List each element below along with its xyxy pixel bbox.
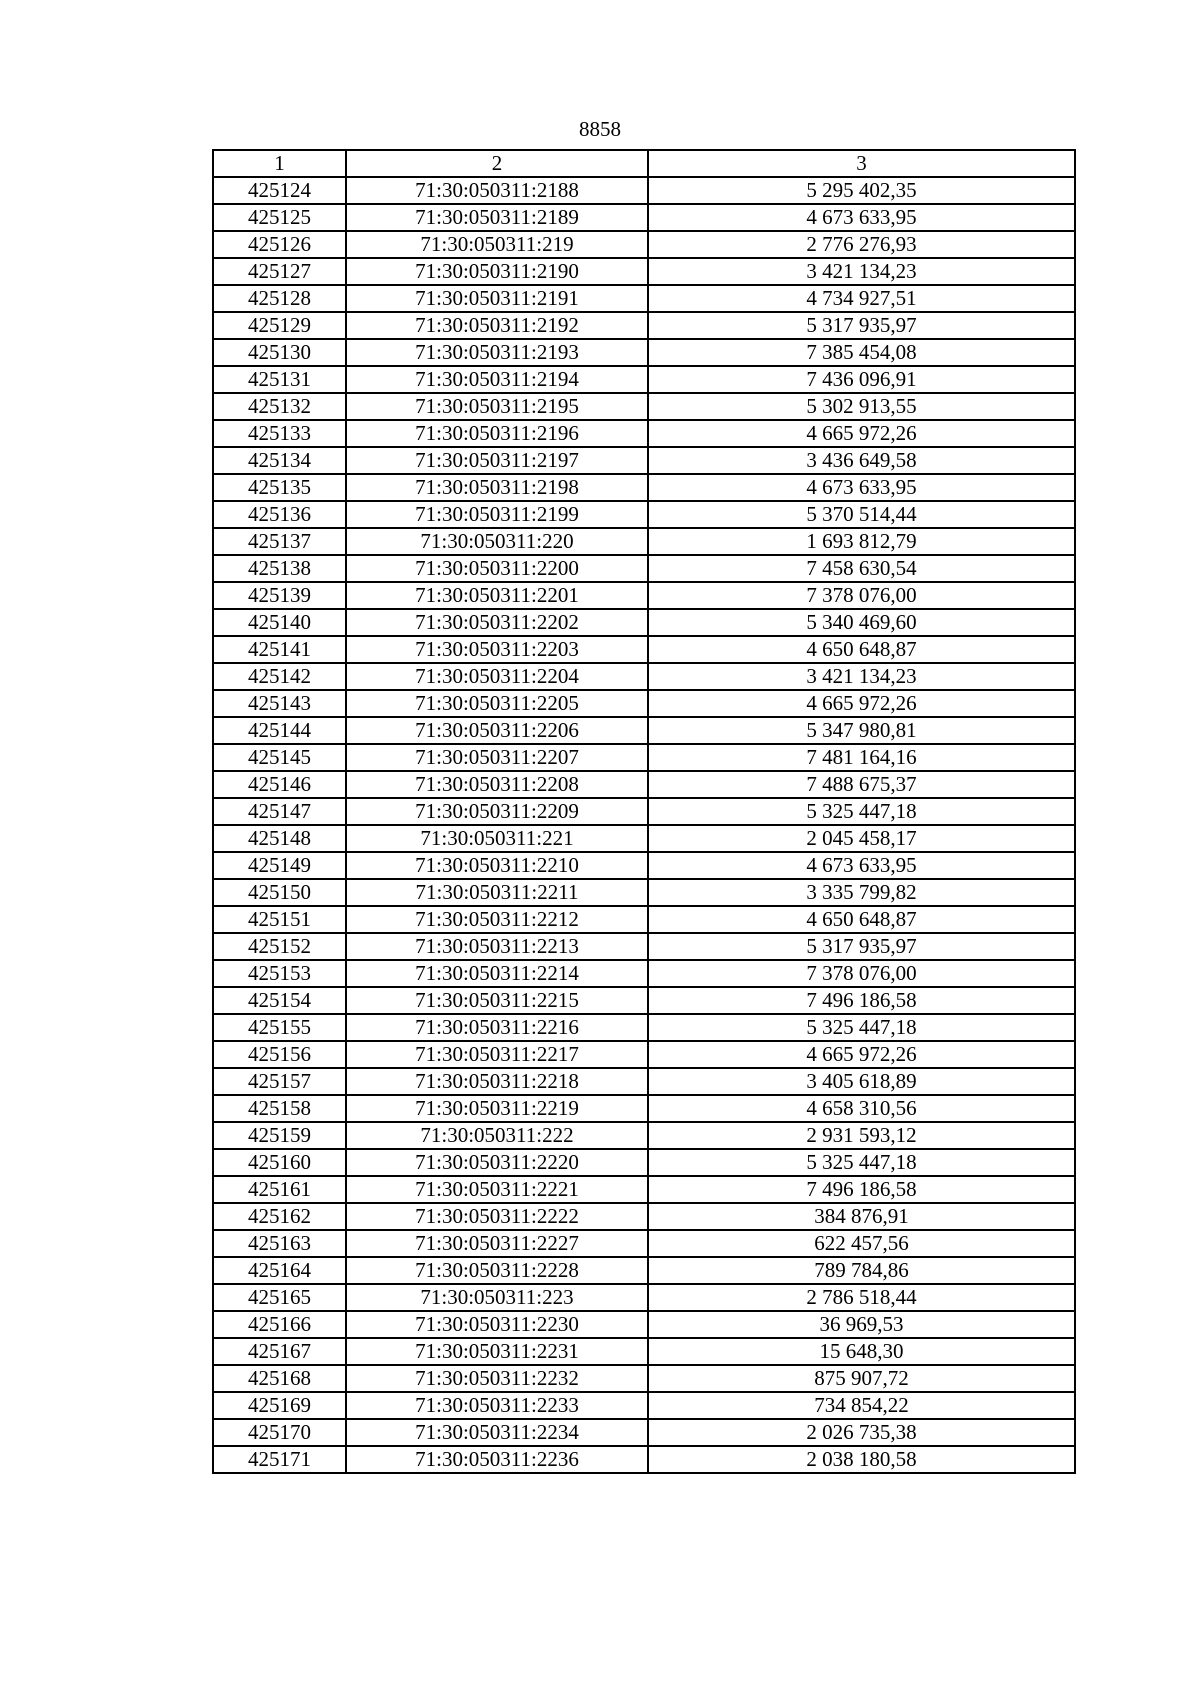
- cadastral-number-cell: 71:30:050311:2201: [346, 582, 648, 609]
- row-number-cell: 425157: [213, 1068, 346, 1095]
- value-cell: 4 650 648,87: [648, 906, 1075, 933]
- table-row: [213, 717, 1075, 744]
- table-row: [213, 960, 1075, 987]
- value-cell: 15 648,30: [648, 1338, 1075, 1365]
- table-row: [213, 609, 1075, 636]
- cadastral-number-cell: 71:30:050311:2217: [346, 1041, 648, 1068]
- cadastral-number-cell: 71:30:050311:2230: [346, 1311, 648, 1338]
- column-header-1: 1: [213, 150, 346, 177]
- value-cell: 7 496 186,58: [648, 1176, 1075, 1203]
- row-number-cell: 425156: [213, 1041, 346, 1068]
- value-cell: 5 317 935,97: [648, 933, 1075, 960]
- value-cell: 4 658 310,56: [648, 1095, 1075, 1122]
- table-row: [213, 339, 1075, 366]
- row-number-cell: 425134: [213, 447, 346, 474]
- value-cell: 3 421 134,23: [648, 258, 1075, 285]
- value-cell: 5 340 469,60: [648, 609, 1075, 636]
- value-cell: 875 907,72: [648, 1365, 1075, 1392]
- cadastral-number-cell: 71:30:050311:2215: [346, 987, 648, 1014]
- table-row: [213, 312, 1075, 339]
- row-number-cell: 425162: [213, 1203, 346, 1230]
- value-cell: 4 673 633,95: [648, 852, 1075, 879]
- value-cell: 2 045 458,17: [648, 825, 1075, 852]
- cadastral-number-cell: 71:30:050311:2212: [346, 906, 648, 933]
- row-number-cell: 425148: [213, 825, 346, 852]
- table-row: [213, 987, 1075, 1014]
- cadastral-number-cell: 71:30:050311:2228: [346, 1257, 648, 1284]
- row-number-cell: 425160: [213, 1149, 346, 1176]
- row-number-cell: 425143: [213, 690, 346, 717]
- table-row: [213, 1230, 1075, 1257]
- value-cell: 384 876,91: [648, 1203, 1075, 1230]
- cadastral-number-cell: 71:30:050311:221: [346, 825, 648, 852]
- row-number-cell: 425167: [213, 1338, 346, 1365]
- value-cell: 789 784,86: [648, 1257, 1075, 1284]
- cadastral-number-cell: 71:30:050311:2195: [346, 393, 648, 420]
- row-number-cell: 425152: [213, 933, 346, 960]
- value-cell: 3 335 799,82: [648, 879, 1075, 906]
- table-row: [213, 852, 1075, 879]
- row-number-cell: 425168: [213, 1365, 346, 1392]
- row-number-cell: 425126: [213, 231, 346, 258]
- cadastral-number-cell: 71:30:050311:223: [346, 1284, 648, 1311]
- value-cell: 622 457,56: [648, 1230, 1075, 1257]
- value-cell: 5 317 935,97: [648, 312, 1075, 339]
- cadastral-number-cell: 71:30:050311:2211: [346, 879, 648, 906]
- table-row: [213, 1095, 1075, 1122]
- cadastral-number-cell: 71:30:050311:2204: [346, 663, 648, 690]
- row-number-cell: 425164: [213, 1257, 346, 1284]
- cadastral-number-cell: 71:30:050311:2191: [346, 285, 648, 312]
- row-number-cell: 425133: [213, 420, 346, 447]
- row-number-cell: 425142: [213, 663, 346, 690]
- table-row: [213, 1149, 1075, 1176]
- value-cell: 734 854,22: [648, 1392, 1075, 1419]
- value-cell: 5 302 913,55: [648, 393, 1075, 420]
- cadastral-number-cell: 71:30:050311:2188: [346, 177, 648, 204]
- cadastral-number-cell: 71:30:050311:2210: [346, 852, 648, 879]
- row-number-cell: 425144: [213, 717, 346, 744]
- table-body: [213, 177, 1075, 1473]
- row-number-cell: 425128: [213, 285, 346, 312]
- value-cell: 36 969,53: [648, 1311, 1075, 1338]
- cadastral-number-cell: 71:30:050311:2194: [346, 366, 648, 393]
- row-number-cell: 425158: [213, 1095, 346, 1122]
- value-cell: 7 458 630,54: [648, 555, 1075, 582]
- row-number-cell: 425165: [213, 1284, 346, 1311]
- cadastral-number-cell: 71:30:050311:2197: [346, 447, 648, 474]
- row-number-cell: 425159: [213, 1122, 346, 1149]
- table-header-row: [213, 150, 1075, 177]
- row-number-cell: 425137: [213, 528, 346, 555]
- row-number-cell: 425125: [213, 204, 346, 231]
- row-number-cell: 425139: [213, 582, 346, 609]
- cadastral-number-cell: 71:30:050311:2221: [346, 1176, 648, 1203]
- value-cell: 4 734 927,51: [648, 285, 1075, 312]
- table-row: [213, 1419, 1075, 1446]
- value-cell: 4 665 972,26: [648, 1041, 1075, 1068]
- cadastral-number-cell: 71:30:050311:2205: [346, 690, 648, 717]
- value-cell: 7 488 675,37: [648, 771, 1075, 798]
- column-header-2: 2: [346, 150, 648, 177]
- row-number-cell: 425131: [213, 366, 346, 393]
- table-row: [213, 447, 1075, 474]
- cadastral-number-cell: 71:30:050311:2196: [346, 420, 648, 447]
- value-cell: 3 436 649,58: [648, 447, 1075, 474]
- value-cell: 5 347 980,81: [648, 717, 1075, 744]
- table-row: [213, 906, 1075, 933]
- row-number-cell: 425135: [213, 474, 346, 501]
- row-number-cell: 425150: [213, 879, 346, 906]
- row-number-cell: 425170: [213, 1419, 346, 1446]
- cadastral-number-cell: 71:30:050311:2216: [346, 1014, 648, 1041]
- table-row: [213, 204, 1075, 231]
- row-number-cell: 425129: [213, 312, 346, 339]
- cadastral-number-cell: 71:30:050311:2189: [346, 204, 648, 231]
- table-row: [213, 1203, 1075, 1230]
- value-cell: 3 405 618,89: [648, 1068, 1075, 1095]
- cadastral-number-cell: 71:30:050311:2203: [346, 636, 648, 663]
- row-number-cell: 425140: [213, 609, 346, 636]
- row-number-cell: 425136: [213, 501, 346, 528]
- value-cell: 2 786 518,44: [648, 1284, 1075, 1311]
- cadastral-number-cell: 71:30:050311:2227: [346, 1230, 648, 1257]
- row-number-cell: 425149: [213, 852, 346, 879]
- row-number-cell: 425169: [213, 1392, 346, 1419]
- cadastral-number-cell: 71:30:050311:2200: [346, 555, 648, 582]
- table-row: [213, 1284, 1075, 1311]
- table-row: [213, 393, 1075, 420]
- value-cell: 7 378 076,00: [648, 582, 1075, 609]
- cadastral-number-cell: 71:30:050311:2202: [346, 609, 648, 636]
- value-cell: 4 650 648,87: [648, 636, 1075, 663]
- value-cell: 2 038 180,58: [648, 1446, 1075, 1473]
- value-cell: 5 325 447,18: [648, 1149, 1075, 1176]
- row-number-cell: 425146: [213, 771, 346, 798]
- cadastral-number-cell: 71:30:050311:2231: [346, 1338, 648, 1365]
- cadastral-number-cell: 71:30:050311:2190: [346, 258, 648, 285]
- row-number-cell: 425151: [213, 906, 346, 933]
- cadastral-number-cell: 71:30:050311:2192: [346, 312, 648, 339]
- table-row: [213, 744, 1075, 771]
- value-cell: 3 421 134,23: [648, 663, 1075, 690]
- cadastral-number-cell: 71:30:050311:2198: [346, 474, 648, 501]
- value-cell: 7 496 186,58: [648, 987, 1075, 1014]
- row-number-cell: 425171: [213, 1446, 346, 1473]
- cadastral-number-cell: 71:30:050311:220: [346, 528, 648, 555]
- cadastral-number-cell: 71:30:050311:2214: [346, 960, 648, 987]
- row-number-cell: 425153: [213, 960, 346, 987]
- value-cell: 5 325 447,18: [648, 1014, 1075, 1041]
- table-row: [213, 501, 1075, 528]
- cadastral-number-cell: 71:30:050311:2234: [346, 1419, 648, 1446]
- table-row: [213, 1257, 1075, 1284]
- value-cell: 5 370 514,44: [648, 501, 1075, 528]
- cadastral-number-cell: 71:30:050311:2209: [346, 798, 648, 825]
- row-number-cell: 425127: [213, 258, 346, 285]
- row-number-cell: 425130: [213, 339, 346, 366]
- row-number-cell: 425155: [213, 1014, 346, 1041]
- row-number-cell: 425145: [213, 744, 346, 771]
- table-row: [213, 1122, 1075, 1149]
- value-cell: 2 931 593,12: [648, 1122, 1075, 1149]
- value-cell: 5 295 402,35: [648, 177, 1075, 204]
- row-number-cell: 425161: [213, 1176, 346, 1203]
- value-cell: 4 665 972,26: [648, 690, 1075, 717]
- row-number-cell: 425138: [213, 555, 346, 582]
- table-row: [213, 825, 1075, 852]
- value-cell: 1 693 812,79: [648, 528, 1075, 555]
- table-row: [213, 231, 1075, 258]
- cadastral-number-cell: 71:30:050311:2218: [346, 1068, 648, 1095]
- value-cell: 7 436 096,91: [648, 366, 1075, 393]
- row-number-cell: 425166: [213, 1311, 346, 1338]
- table-row: [213, 285, 1075, 312]
- value-cell: 4 673 633,95: [648, 204, 1075, 231]
- cadastral-number-cell: 71:30:050311:2193: [346, 339, 648, 366]
- row-number-cell: 425132: [213, 393, 346, 420]
- table-row: [213, 690, 1075, 717]
- cadastral-number-cell: 71:30:050311:2222: [346, 1203, 648, 1230]
- table-row: [213, 1392, 1075, 1419]
- table-row: [213, 879, 1075, 906]
- table-row: [213, 1041, 1075, 1068]
- cadastral-number-cell: 71:30:050311:219: [346, 231, 648, 258]
- cadastral-number-cell: 71:30:050311:2206: [346, 717, 648, 744]
- value-cell: 2 776 276,93: [648, 231, 1075, 258]
- table-row: [213, 1176, 1075, 1203]
- cadastral-number-cell: 71:30:050311:2199: [346, 501, 648, 528]
- value-cell: 4 665 972,26: [648, 420, 1075, 447]
- value-cell: 4 673 633,95: [648, 474, 1075, 501]
- row-number-cell: 425141: [213, 636, 346, 663]
- cadastral-number-cell: 71:30:050311:2232: [346, 1365, 648, 1392]
- value-cell: 5 325 447,18: [648, 798, 1075, 825]
- cadastral-number-cell: 71:30:050311:2220: [346, 1149, 648, 1176]
- table-row: [213, 474, 1075, 501]
- table-row: [213, 1014, 1075, 1041]
- table-row: [213, 1365, 1075, 1392]
- cadastral-number-cell: 71:30:050311:2236: [346, 1446, 648, 1473]
- cadastral-number-cell: 71:30:050311:2207: [346, 744, 648, 771]
- cadastral-number-cell: 71:30:050311:2208: [346, 771, 648, 798]
- table-row: [213, 582, 1075, 609]
- value-cell: 2 026 735,38: [648, 1419, 1075, 1446]
- table-row: [213, 771, 1075, 798]
- cadastral-number-cell: 71:30:050311:2219: [346, 1095, 648, 1122]
- table-row: [213, 555, 1075, 582]
- table-row: [213, 663, 1075, 690]
- table-row: [213, 420, 1075, 447]
- column-header-3: 3: [648, 150, 1075, 177]
- table-row: [213, 1311, 1075, 1338]
- table-row: [213, 636, 1075, 663]
- table-row: [213, 1068, 1075, 1095]
- value-cell: 7 378 076,00: [648, 960, 1075, 987]
- row-number-cell: 425154: [213, 987, 346, 1014]
- row-number-cell: 425163: [213, 1230, 346, 1257]
- table-row: [213, 798, 1075, 825]
- table-row: [213, 1338, 1075, 1365]
- table-row: [213, 528, 1075, 555]
- cadastral-number-cell: 71:30:050311:222: [346, 1122, 648, 1149]
- row-number-cell: 425147: [213, 798, 346, 825]
- cadastral-number-cell: 71:30:050311:2233: [346, 1392, 648, 1419]
- table-row: [213, 1446, 1075, 1473]
- table-row: [213, 933, 1075, 960]
- row-number-cell: 425124: [213, 177, 346, 204]
- table-row: [213, 258, 1075, 285]
- data-table: [212, 149, 1076, 1474]
- page-number: 8858: [579, 117, 621, 141]
- cadastral-number-cell: 71:30:050311:2213: [346, 933, 648, 960]
- value-cell: 7 481 164,16: [648, 744, 1075, 771]
- table-row: [213, 366, 1075, 393]
- value-cell: 7 385 454,08: [648, 339, 1075, 366]
- table-row: [213, 177, 1075, 204]
